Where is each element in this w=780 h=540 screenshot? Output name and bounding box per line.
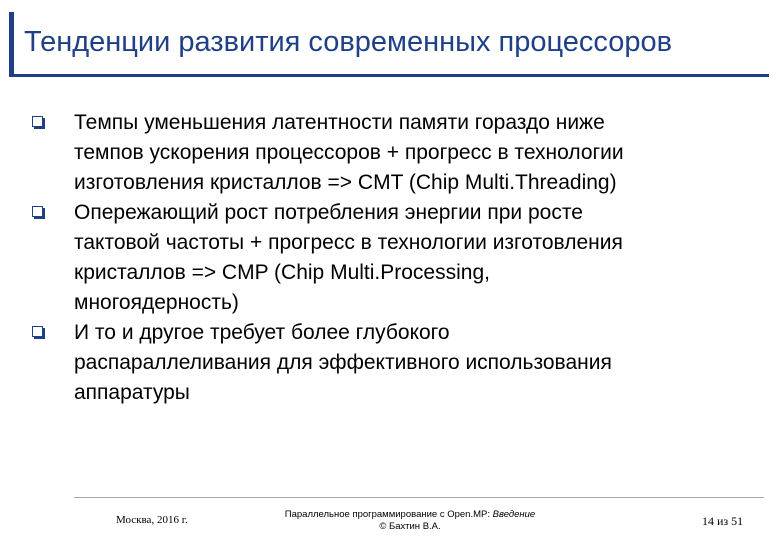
bullet-text: Темпы уменьшения латентности памяти гораздо ниже темпов ускорения процессоров + прогресс в технологии изготовления кристаллов => CMT (Chip Multi.Threading)	[74, 111, 624, 194]
bullet-item	[30, 318, 650, 408]
page-number: 14 из 51	[702, 514, 744, 528]
bullet-text: Опережающий рост потребления энергии при росте тактовой частоты + прогресс в технологии изготовления кристаллов => CMP (Chip Multi.Processing, многоядерность)	[74, 201, 623, 314]
slide-title: Тенденции развития современных процессоров	[24, 26, 673, 58]
footer-location-date: Москва, 2016 г.	[116, 514, 188, 526]
footer-author: © Бахтин В.А.	[379, 521, 441, 532]
square-bullet-icon	[32, 116, 43, 127]
footer-course-part: Введение	[492, 509, 536, 520]
title-accent-bar	[9, 12, 14, 77]
footer-course-info	[260, 509, 560, 533]
bullet-item	[30, 108, 650, 198]
square-bullet-icon	[32, 206, 43, 217]
bullet-text: И то и другое требует более глубокого распараллеливания для эффективного использования аппаратуры	[74, 321, 612, 404]
square-bullet-icon	[32, 326, 43, 337]
title-underline	[9, 74, 769, 77]
bullet-list	[30, 108, 650, 408]
footer-divider	[74, 497, 764, 498]
footer-course-title: Параллельное программирование с Open.MP:	[284, 509, 493, 520]
bullet-item	[30, 198, 650, 318]
